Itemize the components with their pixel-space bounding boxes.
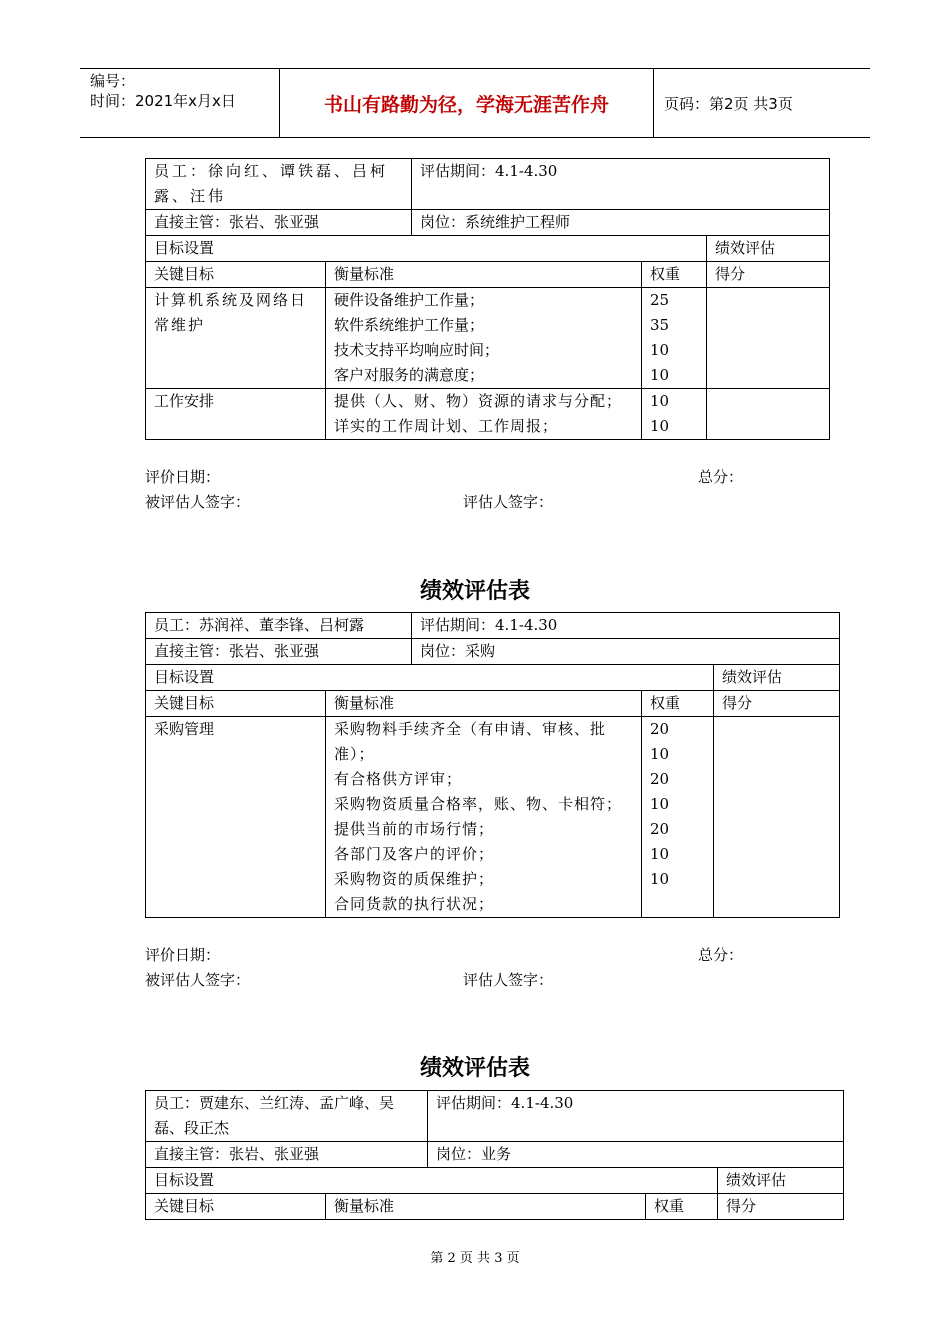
standard-item: 各部门及客户的评价； [334, 845, 495, 863]
weight-value: 10 [650, 870, 670, 888]
col-score: 得分 [718, 1194, 844, 1220]
evaluation-form-2 [145, 612, 840, 918]
evaluation-form-3 [145, 1090, 844, 1220]
standards-cell [326, 717, 642, 918]
standard-item: 技术支持平均响应时间； [334, 341, 500, 359]
col-weight: 权重 [642, 262, 707, 288]
weight-value: 25 [650, 291, 670, 309]
col-standard: 衡量标准 [326, 1194, 646, 1220]
employee-cell: 员工：贾建东、兰红涛、孟广峰、吴磊、段正杰 [146, 1091, 428, 1142]
page-indicator: 页码：第2页 共3页 [664, 94, 793, 113]
standard-item: 采购物资质量合格率，账、物、卡相符； [334, 795, 623, 813]
perf-eval-header: 绩效评估 [707, 236, 830, 262]
total-label: 总分： [698, 946, 744, 964]
col-score: 得分 [707, 262, 830, 288]
standard-item: 采购物料手续齐全（有申请、审核、批准）； [334, 720, 607, 763]
page-footer: 第 2 页 共 3 页 [430, 1251, 520, 1266]
standard-item: 硬件设备维护工作量； [334, 291, 485, 309]
motto: 书山有路勤为径，学海无涯苦作舟 [280, 69, 654, 137]
col-key-goal: 关键目标 [146, 262, 326, 288]
evaluator-sign-label: 评估人签字： [463, 493, 554, 511]
col-key-goal: 关键目标 [146, 1194, 326, 1220]
evaluation-form-1 [145, 158, 830, 440]
standards-cell [326, 288, 642, 389]
weights-cell [642, 717, 714, 918]
header-meta [80, 69, 280, 137]
weight-value: 10 [650, 745, 670, 763]
goal-cell: 工作安排 [146, 389, 326, 440]
employee-cell: 员工：苏润祥、董李锋、吕柯露 [146, 613, 412, 639]
standard-item: 合同货款的执行状况； [334, 895, 495, 913]
eval-date-label: 评价日期： [145, 468, 221, 486]
standard-item: 详实的工作周计划、工作周报； [334, 417, 559, 435]
position-cell: 岗位：采购 [412, 639, 840, 665]
score-cell[interactable] [707, 389, 830, 440]
position-cell: 岗位：业务 [428, 1142, 844, 1168]
standard-item: 有合格供方评审； [334, 770, 463, 788]
standard-item: 采购物资的质保维护； [334, 870, 495, 888]
weights-cell [642, 389, 707, 440]
period-cell: 评估期间：4.1-4.30 [412, 159, 830, 210]
period-cell: 评估期间：4.1-4.30 [428, 1091, 844, 1142]
goal-setting-header: 目标设置 [146, 236, 707, 262]
supervisor-cell: 直接主管：张岩、张亚强 [146, 210, 412, 236]
weight-value: 20 [650, 770, 670, 788]
form-title: 绩效评估表 [419, 579, 530, 604]
employee-cell: 员工：徐向红、谭铁磊、吕柯露、汪伟 [146, 159, 412, 210]
standard-item: 提供当前的市场行情； [334, 820, 495, 838]
standard-item: 客户对服务的满意度； [334, 366, 485, 384]
weights-cell [642, 288, 707, 389]
col-key-goal: 关键目标 [146, 691, 326, 717]
standard-item: 软件系统维护工作量； [334, 316, 485, 334]
weight-value: 10 [650, 845, 670, 863]
weight-value: 35 [650, 316, 670, 334]
col-standard: 衡量标准 [326, 691, 642, 717]
weight-value: 20 [650, 820, 670, 838]
position-cell: 岗位：系统维护工程师 [412, 210, 830, 236]
period-cell: 评估期间：4.1-4.30 [412, 613, 840, 639]
number-label: 编号： [90, 72, 136, 90]
score-cell[interactable] [714, 717, 840, 918]
weight-value: 10 [650, 795, 670, 813]
weight-value: 10 [650, 341, 670, 359]
weight-value: 10 [650, 392, 670, 410]
col-weight: 权重 [646, 1194, 718, 1220]
weight-value: 10 [650, 366, 670, 384]
evaluatee-sign-label: 被评估人签字： [145, 971, 251, 989]
col-standard: 衡量标准 [326, 262, 642, 288]
total-label: 总分： [698, 468, 744, 486]
goal-cell: 采购管理 [146, 717, 326, 918]
supervisor-cell: 直接主管：张岩、张亚强 [146, 1142, 428, 1168]
evaluator-sign-label: 评估人签字： [463, 971, 554, 989]
goal-setting-header: 目标设置 [146, 1168, 718, 1194]
supervisor-cell: 直接主管：张岩、张亚强 [146, 639, 412, 665]
score-cell[interactable] [707, 288, 830, 389]
eval-date-label: 评价日期： [145, 946, 221, 964]
goal-setting-header: 目标设置 [146, 665, 714, 691]
time-label: 时间：2021年x月x日 [90, 92, 236, 110]
col-score: 得分 [714, 691, 840, 717]
evaluatee-sign-label: 被评估人签字： [145, 493, 251, 511]
col-weight: 权重 [642, 691, 714, 717]
perf-eval-header: 绩效评估 [718, 1168, 844, 1194]
weight-value: 10 [650, 417, 670, 435]
perf-eval-header: 绩效评估 [714, 665, 840, 691]
page-header [80, 68, 870, 138]
form-title: 绩效评估表 [419, 1056, 530, 1081]
goal-cell: 计算机系统及网络日常维护 [146, 288, 326, 389]
weight-value: 20 [650, 720, 670, 738]
standard-item: 提供（人、财、物）资源的请求与分配； [334, 392, 623, 410]
standards-cell [326, 389, 642, 440]
